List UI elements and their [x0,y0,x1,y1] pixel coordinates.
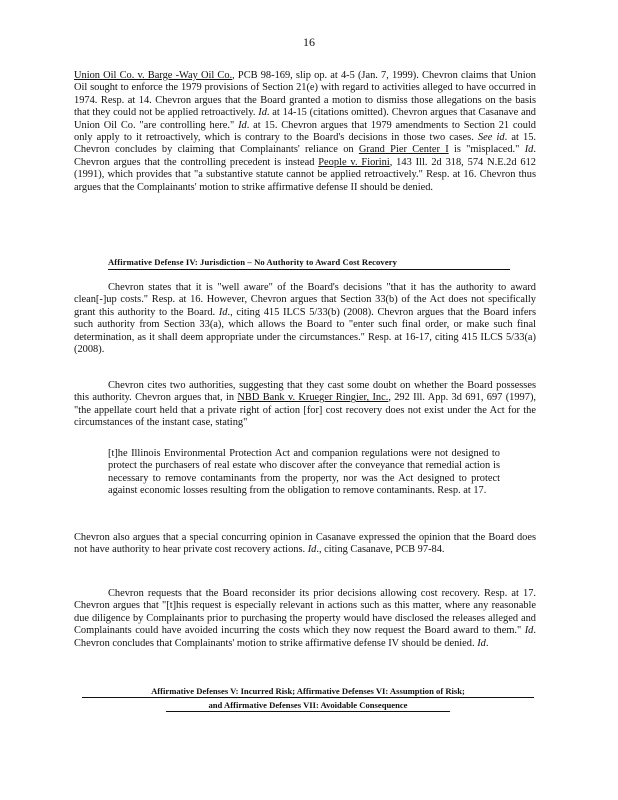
para4-text-a: Chevron also argues that a special concurring opinion in Casanave expressed the opinion that the Board does not have authority to hear private cost recovery actions. [74,532,536,556]
section-heading-affirmative-defenses-v-vi: Affirmative Defenses V: Incurred Risk; Affirmative Defenses VI: Assumption of Risk; [82,686,534,698]
para2-text-b: ., citing 415 ILCS 5/33(b) (2008). Chevron argues that the Board infers such authority from Section 33(a), which allows the Board to "enter such final order, or make such final determination, as it shall deem appropriate under the circumstances." Resp. at 16-17, citing 415 ILCS 5/33(a) (2008). [74,306,536,356]
id-citation: Id [258,107,267,119]
id-citation: Id [524,144,534,156]
id-citation: Id [477,637,486,649]
para1-text-c: . at 15. Chevron argues that 1979 amendments to Section 21 could only apply to it retroactively, which is contrary to the Board's decisions in those two cases. [74,119,536,144]
para5-text-a: Chevron requests that the Board reconsider its prior decisions allowing cost recovery. Resp. at 17. Chevron argues that "[t]his request is especially relevant in actions such as this matter, where any reasonable due diligence by Complainants prior to purchasing the property would have disclosed the releases alleged and Complainants could have avoided incurring the costs which they now request the Board award to them." [74,588,536,637]
para3-text-b: , 292 Ill. App. 3d 691, 697 (1997), "the appellate court held that a private right of action [for] cost recovery does not exist under the Act for the circumstances of the instant case, stating" [74,392,537,429]
id-citation: Id [524,625,534,637]
para2-text-a: Chevron states that it is "well aware" of the Board's decisions "that it has the authority to award clean[-]up costs." Resp. at 16. However, Chevron argues that Section 33(b) of the Act does not specifically grant this authority to the Board. [74,282,536,318]
para1-text-e: is "misplaced." [453,144,520,156]
para3-text-a: Chevron cites two authorities, suggesting that they cast some doubt on whether the Board possesses this authority. Chevron argues that, in [74,380,536,404]
section-heading-affirmative-defense-iv: Affirmative Defense IV: Jurisdiction – No Authority to Award Cost Recovery [108,256,510,270]
para1-text-g: , 143 Ill. 2d 318, 574 N.E.2d 612 (1991), which provides that "a substantive statute cannot be applied retroactively." Resp. at 16. Chevron thus argues that the Complainants' motion to strike affirmative defense II should be denied. [74,156,536,193]
case-citation-nbd-bank: NBD Bank v. Krueger Ringier, Inc. [237,392,389,404]
id-citation: Id [238,119,247,131]
case-citation-grand-pier: Grand Pier Center I [358,144,449,156]
paragraph-union-oil [74,70,536,194]
case-citation-fiorini: People v. Fiorini [318,156,390,168]
see-id-citation: See id [477,132,505,144]
id-citation: Id [218,306,228,318]
para1-text-b: . at 14-15 (citations omitted). Chevron argues that Casanave and Union Oil Co. "are controlling here." [74,107,537,131]
block-quote: [t]he Illinois Environmental Protection Act and companion regulations were not designed to protect the purchasers of real estate who discover after the conveyance that remedial action is necessary to remove contaminants from the property, nor was the Act designed to protect against economic losses resulting from the obligation to remove contaminants. Resp. at 17. [108,448,500,497]
para1-text-f: . Chevron argues that the controlling precedent is instead [74,144,536,168]
paragraph-cost-recovery-authority [74,282,536,356]
paragraph-special-concurring [74,532,536,557]
para1-text-d: . at 15. Chevron concludes by claiming that Complainants' reliance on [74,132,536,156]
paragraph-reconsider-request [74,588,536,650]
case-citation-union-oil: Union Oil Co. v. Barge -Way Oil Co. [74,70,233,81]
id-citation: Id [307,544,317,556]
page-number: 16 [303,35,315,49]
para4-text-b: ., citing Casanave, PCB 97-84. [316,544,445,556]
section-heading-affirmative-defenses-vii: and Affirmative Defenses VII: Avoidable Consequence [166,700,450,712]
para5-text-b: . Chevron concludes that Complainants' motion to strike affirmative defense IV should be denied. [74,625,536,649]
para1-text-a: , PCB 98-169, slip op. at 4-5 (Jan. 7, 1999). Chevron claims that Union Oil sought to enforce the 1979 provisions of Section 21(e) with regard to activities alleged to have occurred in 1974. Resp. at 14. Chevron argues that the Board granted a motion to dismiss those allegations on the basis that they could not be applied retroactively. [74,70,536,119]
para5-text-c: . [485,637,489,649]
paragraph-two-authorities [74,380,536,430]
